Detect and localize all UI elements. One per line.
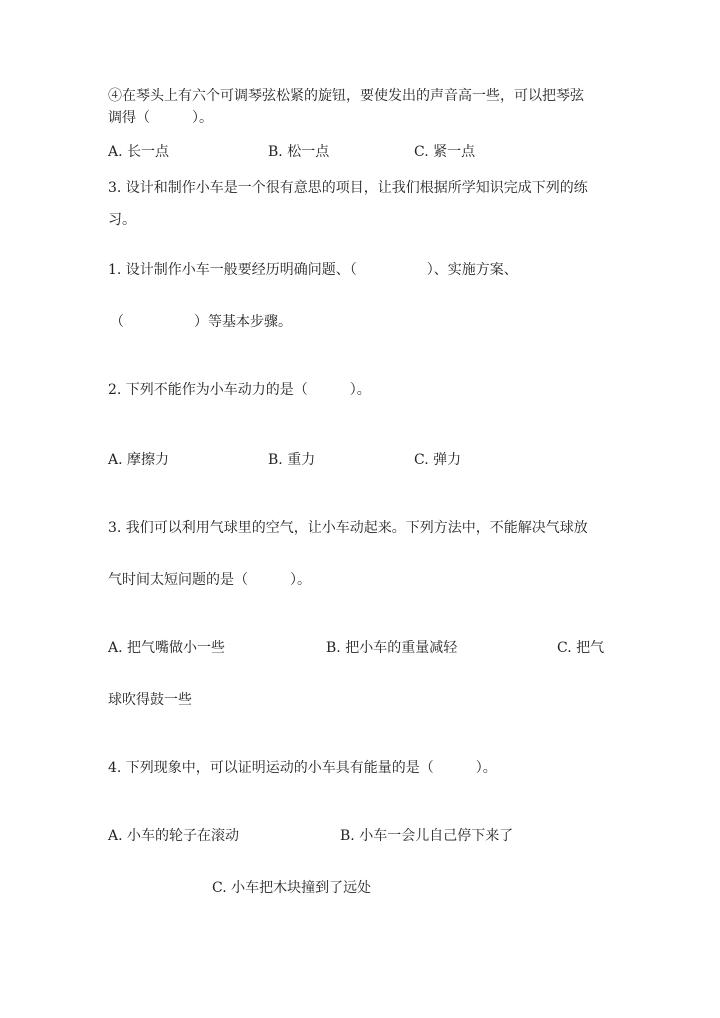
- q4-stem-line2: 调得（ ）。: [108, 110, 213, 126]
- s3-q4-option-b: B. 小车一会儿自己停下来了: [340, 828, 514, 844]
- q4-option-c: C. 紧一点: [414, 144, 476, 160]
- q4-option-b: B. 松一点: [268, 144, 330, 160]
- s3-q2-stem: 2. 下列不能作为小车动力的是（ ）。: [108, 382, 371, 398]
- s3-q4-option-a: A. 小车的轮子在滚动: [108, 828, 240, 844]
- s3-q3-stem-line2: 气时间太短问题的是（ ）。: [108, 572, 311, 588]
- s3-q3-option-c-part1: C. 把气: [557, 640, 605, 656]
- s3-q3-stem-line1: 3. 我们可以利用气球里的空气，让小车动起来。下列方法中，不能解决气球放: [108, 520, 588, 536]
- s3-q3-option-b: B. 把小车的重量减轻: [326, 640, 458, 656]
- s3-q4-option-c: C. 小车把木块撞到了远处: [212, 880, 372, 896]
- s3-q1-line1: 1. 设计制作小车一般要经历明确问题、（ ）、实施方案、: [108, 262, 518, 278]
- s3-q2-option-b: B. 重力: [268, 452, 316, 468]
- q4-stem-line1: ④在琴头上有六个可调琴弦松紧的旋钮，要使发出的声音高一些，可以把琴弦: [108, 88, 584, 104]
- s3-q1-line2: （ ）等基本步骤。: [110, 314, 292, 330]
- section3-intro-line1: 3. 设计和制作小车是一个很有意思的项目，让我们根据所学知识完成下列的练: [108, 180, 588, 196]
- s3-q2-option-c: C. 弹力: [414, 452, 462, 468]
- s3-q4-stem: 4. 下列现象中，可以证明运动的小车具有能量的是（ ）。: [108, 760, 497, 776]
- s3-q3-option-a: A. 把气嘴做小一些: [108, 640, 226, 656]
- s3-q3-option-c-part2: 球吹得鼓一些: [108, 692, 192, 708]
- section3-intro-line2: 习。: [108, 212, 136, 228]
- q4-option-a: A. 长一点: [108, 144, 170, 160]
- s3-q2-option-a: A. 摩擦力: [108, 452, 170, 468]
